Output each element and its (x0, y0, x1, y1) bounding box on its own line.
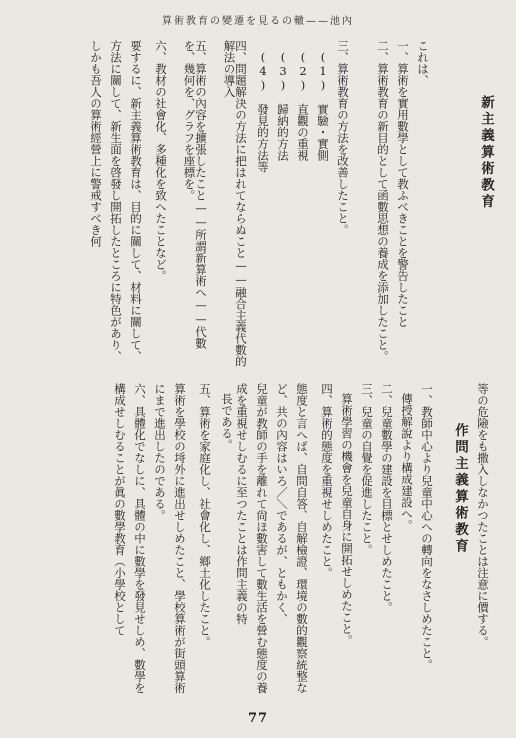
upper-item-3-4: (4) 發見的方法等 (256, 50, 270, 173)
running-title: 算術教育の變遷を見るの轍——池內 (162, 16, 354, 27)
lower-item-2: 二、兒童數學の建設を目標とせしめたこと。 (380, 383, 394, 613)
upper-item-3-3: (3) 歸納的方法 (276, 50, 290, 161)
lower-continuation: 等の危險をも撒入しなかつたことは注意に價する。 (476, 383, 490, 648)
lower-item-6: 六、具體化でなしに、具體の中に數學を發見せしめ、數學を構成せしむることが眞の數學教育（小學校として (113, 383, 147, 694)
upper-item-5: 五、算術の內容を擴張したこと——所謂新算術へ——代數を、幾何を、グラフを座標を。 (182, 40, 208, 349)
upper-item-3-1: (1) 實驗・實側 (316, 50, 330, 161)
lower-item-1: 一、教師中心より兒童中心への轉向をなさしめたこと。 (420, 383, 434, 671)
section-heading-sakumon: 作問主義算術教育 (452, 423, 468, 555)
upper-item-3-2: (2) 直觀の重視 (296, 50, 310, 161)
upper-text-block (18, 40, 498, 375)
section-heading-shinshugi: 新主義算術教育 (478, 95, 494, 211)
upper-item-1: 一、算術を實用數學として教ふべきことを警告したこと (396, 40, 410, 328)
upper-summary: 要するに、新主義算術教育は、目的に關して、材料に關して、方法に關して、新生面を啓發し開拓したところに特色があり、しかも吾人の算術經營上に警戒すべき何 (89, 40, 143, 362)
lower-text-block (18, 383, 498, 705)
upper-item-4: 四、問題解決の方法に把はれてならぬこと——融合主義代數的解法の導入 (222, 40, 248, 367)
lower-item-5: 五、算術を家庭化し、社會化し、鄉土化したこと。 (198, 383, 212, 648)
upper-item-6: 六、教材の社會化、多種化を致へたことなど。 (154, 40, 168, 282)
upper-item-2: 二、算術教育の新目的として函數思想の養成を添加したこと。 (376, 40, 390, 362)
lower-item-4-sub2: 兒童が教師の手を離れて尙ほ數害して數生活を營む態度の養成を重視せしむるに至つたことは作問主義の特 (235, 383, 269, 694)
intro-line: これは、 (416, 40, 430, 86)
lower-item-3: 三、兒童の自覺を促進したこと。 (360, 383, 374, 556)
lower-item-5-sub: 算術を學校の埓外に進出せしめたこと、學校算術が街頭算術にまで進出したのである。 (153, 383, 187, 694)
page-number: 77 (247, 711, 269, 726)
lower-item-4-sub: 態度と言へば、自問自答、自解檢證、環境の數的觀察統整など、共の內容はいろ／＼であるが、ともかく、 (275, 383, 309, 694)
lower-item-3-sub: 算術學習の機會を兒童自身に開拓せしめたこと。 (340, 393, 354, 646)
lower-item-1-sub: 傳授解說より構成建設へ。 (400, 393, 414, 531)
lower-item-4-sub3: 長である。 (220, 393, 234, 451)
upper-item-3: 三、算術教育の方法を改善したこと。 (336, 40, 350, 236)
lower-item-4: 四、算術的態度を重視せしめたこと。 (320, 383, 334, 579)
